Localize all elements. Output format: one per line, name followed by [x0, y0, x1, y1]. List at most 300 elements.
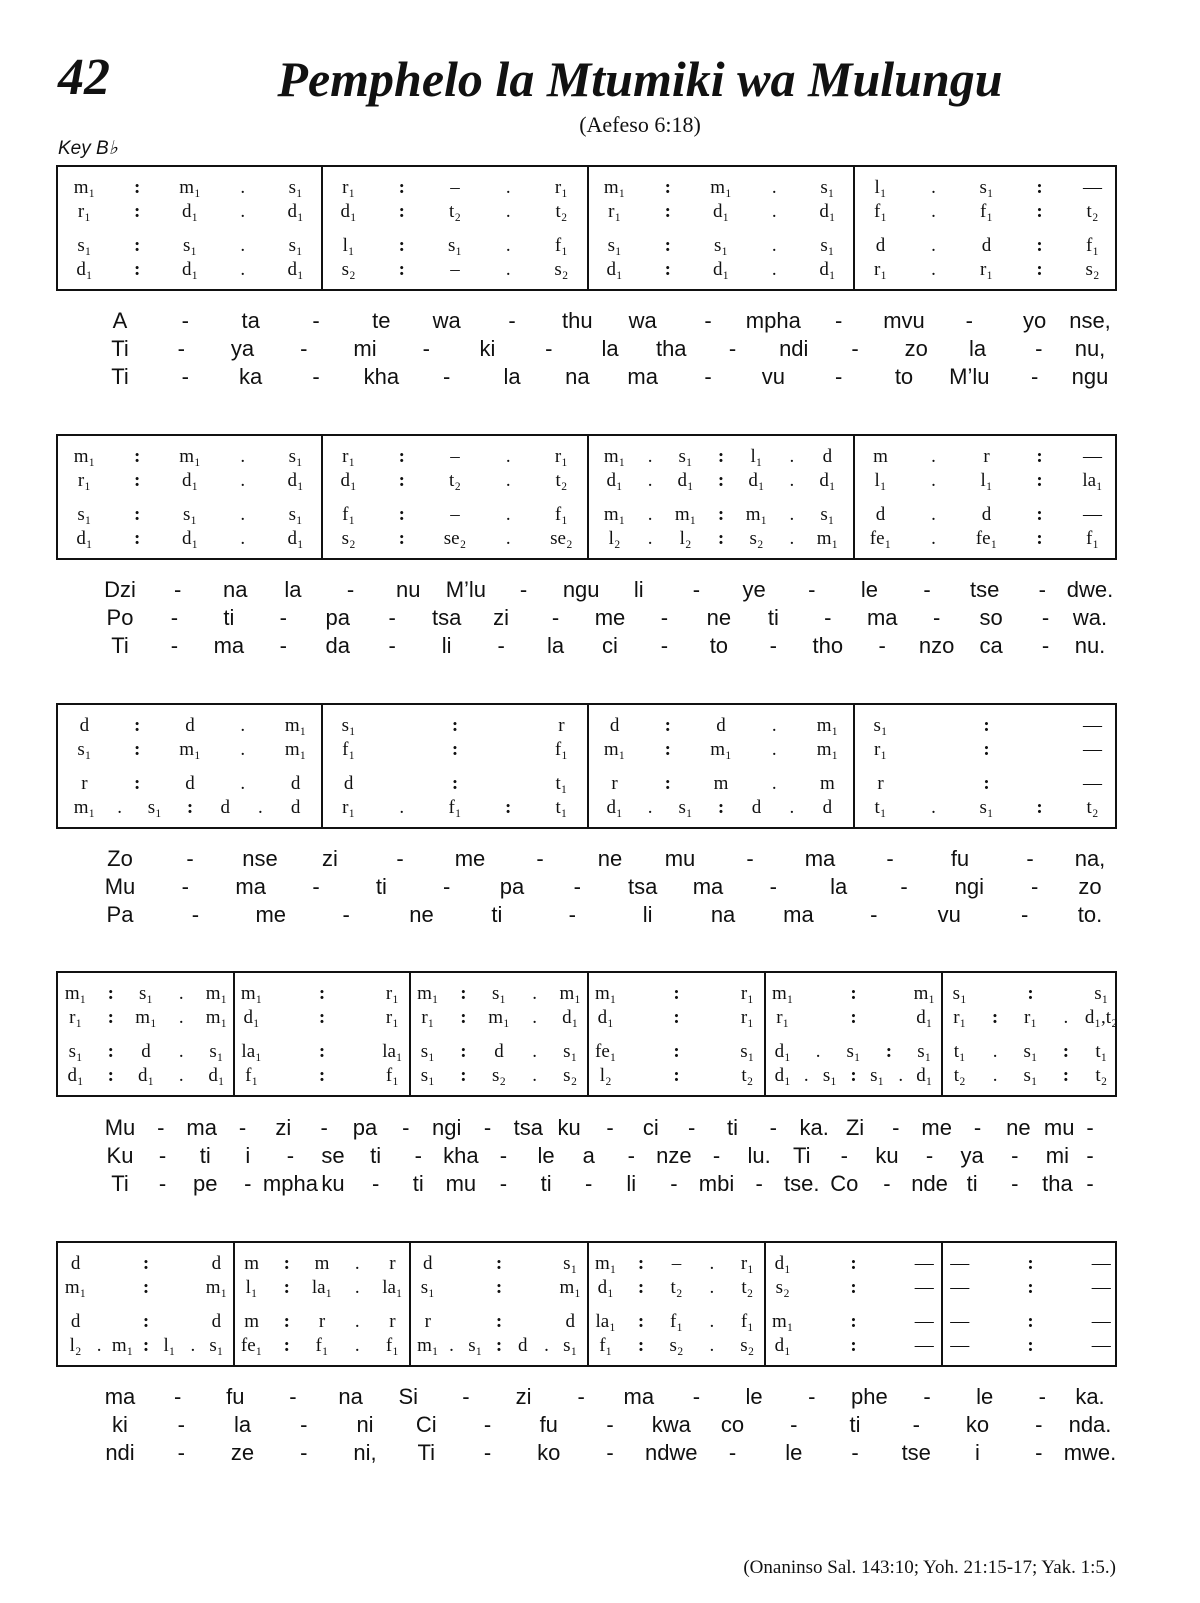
solfa-note: .	[931, 201, 936, 222]
solfa-note: s₁	[288, 235, 303, 256]
beat-colon: :	[495, 1311, 503, 1332]
solfa-note: m₁	[73, 797, 96, 818]
solfa-note: d₁	[137, 1065, 155, 1086]
beat-colon: :	[398, 528, 405, 549]
solfa-note: d₁	[606, 797, 623, 818]
solfa-note: .	[240, 470, 246, 491]
solfa-note: m₁	[240, 983, 263, 1004]
lyric-syllable: na	[223, 577, 248, 602]
lyric-syllable: tsa	[627, 874, 658, 899]
lyric-syllable: tsa	[513, 1115, 544, 1140]
hyphen: -	[900, 874, 908, 899]
voice-line	[58, 470, 1115, 492]
hyphen: -	[790, 1412, 798, 1437]
solfa-note: s₁	[491, 983, 507, 1004]
lyric-syllable: ma	[783, 902, 814, 927]
hyphen: -	[834, 308, 843, 333]
solfa-note: .	[898, 1065, 904, 1086]
solfa-note: m₁	[603, 739, 626, 760]
hyphen: -	[769, 874, 777, 899]
beat-colon: :	[107, 1041, 114, 1062]
solfa-note: .	[771, 177, 777, 198]
hyphen: -	[585, 1171, 593, 1196]
solfa-note: —	[1083, 773, 1102, 794]
solfa-note: .	[240, 259, 246, 280]
solfa-note: r₁	[980, 259, 993, 280]
solfa-note: m₁	[417, 983, 439, 1004]
lyric-syllable: li	[441, 633, 452, 658]
solfa-note: d₁	[562, 1007, 579, 1028]
hyphen: -	[181, 364, 189, 389]
lyric-verse-line	[60, 364, 1120, 392]
solfa-note: s₁	[820, 504, 835, 525]
hyphen: -	[606, 1412, 614, 1437]
solfa-note: d	[981, 235, 992, 256]
solfa-note: s₁	[77, 504, 92, 525]
solfa-note: r	[424, 1311, 431, 1332]
lyric-syllable: Mu	[104, 1115, 136, 1140]
lyric-syllable: nu,	[1074, 336, 1106, 361]
hymn-title: Pemphelo la Mtumiki wa Mulungu	[277, 51, 1003, 107]
lyric-syllable: Ti	[111, 633, 129, 658]
hyphen: -	[442, 364, 451, 389]
solfa-note: .	[178, 1041, 184, 1062]
beat-colon: :	[850, 1335, 857, 1356]
beat-colon: :	[637, 1335, 645, 1356]
hyphen: -	[300, 336, 308, 361]
solfa-note: r₁	[874, 739, 887, 760]
solfa-note: m	[713, 773, 729, 794]
solfa-note: .	[354, 1277, 360, 1298]
lyric-syllable: lu.	[747, 1143, 771, 1168]
solfa-note: .	[771, 259, 777, 280]
solfa-note: .	[354, 1311, 360, 1332]
solfa-note: —	[1091, 1311, 1111, 1332]
solfa-note: s₁	[678, 446, 693, 467]
hyphen: -	[769, 633, 777, 658]
beat-colon: :	[451, 739, 459, 760]
solfa-note: r₁	[385, 983, 399, 1004]
solfa-note: s₂	[341, 528, 356, 549]
solfa-note: s₁	[846, 1041, 861, 1062]
lyric-syllable: me	[921, 1115, 952, 1140]
solfa-note: d	[185, 715, 195, 736]
lyric-syllable: li	[626, 1171, 637, 1196]
voice-line	[58, 528, 1115, 550]
beat-colon: :	[850, 1277, 857, 1298]
solfa-note: f₁	[740, 1311, 754, 1332]
hyphen: -	[177, 1440, 185, 1465]
solfa-note: s₁	[563, 1335, 578, 1356]
solfa-note: r	[318, 1311, 326, 1332]
lyric-verse-line	[60, 874, 1120, 902]
solfa-note: .	[789, 446, 795, 467]
solfa-note: –	[450, 446, 460, 467]
solfa-note: m₁	[559, 1277, 581, 1298]
lyric-syllable: ma	[104, 1384, 136, 1409]
music-system	[56, 434, 1117, 560]
lyric-syllable: ma	[213, 633, 245, 658]
solfa-note: d₁	[606, 470, 623, 491]
solfa-note: m₁	[284, 739, 307, 760]
solfa-note: .	[240, 739, 246, 760]
solfa-note: d	[141, 1041, 151, 1062]
solfa-note: s₁	[820, 235, 835, 256]
solfa-note: s₁	[77, 739, 92, 760]
solfa-note: .	[544, 1335, 549, 1356]
hyphen: -	[627, 1143, 635, 1168]
solfa-note: r	[877, 773, 884, 794]
solfa-note: .	[771, 739, 777, 760]
lyric-syllable: Ku	[106, 1143, 134, 1168]
solfa-note: d	[211, 1253, 222, 1274]
solfa-note: fe₁	[869, 528, 892, 549]
lyric-syllable: mu	[664, 846, 696, 871]
hyphen: -	[342, 902, 350, 927]
beat-colon: :	[142, 1335, 150, 1356]
solfa-note: t₂	[1086, 201, 1099, 222]
hyphen: -	[965, 308, 973, 333]
hyphen: -	[300, 1412, 308, 1437]
solfa-note: t₂	[555, 201, 568, 222]
lyric-syllable: a	[582, 1143, 595, 1168]
solfa-note: .	[399, 797, 405, 818]
solfa-note: m₁	[816, 739, 839, 760]
solfa-note: d₁	[819, 259, 836, 280]
hyphen: -	[497, 633, 505, 658]
hyphen: -	[170, 633, 179, 658]
solfa-note: .	[931, 470, 936, 491]
solfa-note: —	[914, 1277, 934, 1298]
solfa-note: s₁	[952, 983, 967, 1004]
lyric-syllable: na	[710, 902, 736, 927]
hyphen: -	[551, 605, 560, 630]
beat-colon: :	[850, 983, 857, 1004]
hyphen: -	[177, 1412, 185, 1437]
lyric-syllable: Si	[398, 1384, 419, 1409]
solfa-note: d₁	[287, 201, 304, 222]
lyric-verse-line	[60, 1143, 1120, 1171]
solfa-note: d₁	[340, 470, 357, 491]
music-system	[56, 1241, 1117, 1367]
solfa-note: d₁	[67, 1065, 84, 1086]
lyric-syllable: Ti	[111, 364, 129, 389]
solfa-note: m₁	[674, 504, 697, 525]
voice-line	[58, 1065, 1115, 1087]
lyric-syllable: ma	[866, 605, 898, 630]
solfa-note: .	[709, 1335, 715, 1356]
solfa-note: .	[647, 446, 653, 467]
voice-line	[58, 1007, 1118, 1029]
beat-colon: :	[983, 715, 990, 736]
lyric-syllable: ye	[742, 577, 766, 602]
hyphen: -	[1038, 577, 1047, 602]
hyphen: -	[840, 1143, 849, 1168]
hyphen: -	[886, 846, 894, 871]
solfa-note: m₁	[816, 715, 839, 736]
hyphen: -	[312, 308, 320, 333]
solfa-note: s₁	[822, 1065, 837, 1086]
beat-colon: :	[134, 739, 141, 760]
solfa-note: f₁	[980, 201, 993, 222]
lyric-syllable: ne	[409, 902, 434, 927]
lyric-syllable: na	[338, 1384, 363, 1409]
hyphen: -	[692, 577, 701, 602]
solfa-note: d₁	[712, 201, 730, 222]
beat-colon: :	[318, 983, 326, 1004]
lyric-verse-line	[60, 1384, 1120, 1412]
hyphen: -	[158, 1143, 167, 1168]
hyphen: -	[577, 1384, 585, 1409]
lyric-syllable: me	[454, 846, 486, 871]
solfa-note: –	[671, 1253, 682, 1274]
solfa-note: d	[981, 504, 992, 525]
hyphen: -	[499, 1143, 508, 1168]
lyric-syllable: nze	[656, 1143, 692, 1168]
solfa-note: .	[178, 983, 184, 1004]
solfa-note: m₁	[73, 446, 96, 467]
hyphen: -	[670, 1171, 678, 1196]
solfa-note: d	[70, 1253, 81, 1274]
solfa-note: d₁	[287, 259, 304, 280]
solfa-note: m₁	[710, 739, 732, 760]
voice-line	[58, 773, 1115, 795]
lyric-syllable: vu	[761, 364, 785, 389]
solfa-note: m₁	[205, 1007, 228, 1028]
hyphen: -	[396, 846, 404, 871]
lyric-syllable: tse	[901, 1440, 931, 1465]
solfa-note: t₂	[449, 201, 461, 222]
lyric-syllable: ti	[223, 605, 235, 630]
solfa-note: l₂	[599, 1065, 612, 1086]
beat-colon: :	[460, 983, 467, 1004]
beat-colon: :	[664, 259, 671, 280]
hyphen: -	[573, 874, 581, 899]
hyphen: -	[1011, 1143, 1019, 1168]
solfa-note: d	[290, 773, 301, 794]
solfa-note: .	[532, 983, 537, 1004]
voice-line	[58, 1277, 1115, 1299]
hyphen: -	[746, 846, 754, 871]
lyric-syllable: nu.	[1074, 633, 1106, 658]
solfa-note: —	[950, 1335, 970, 1356]
hyphen: -	[244, 1171, 252, 1196]
solfa-note: r₁	[342, 177, 356, 198]
lyric-syllable: le	[785, 1440, 803, 1465]
lyric-syllable: ni	[356, 1412, 374, 1437]
voice-line	[58, 201, 1115, 223]
hyphen: -	[808, 1384, 816, 1409]
solfa-note: s₁	[138, 983, 154, 1004]
solfa-note: .	[992, 1041, 998, 1062]
solfa-note: .	[647, 504, 653, 525]
solfa-note: t₂	[1086, 797, 1099, 818]
lyric-syllable: Mu	[104, 874, 136, 899]
solfa-note: s₂	[775, 1277, 790, 1298]
beat-colon: :	[460, 1065, 467, 1086]
lyric-syllable: to	[894, 364, 914, 389]
hyphen: -	[878, 633, 886, 658]
lyric-syllable: kha	[443, 1143, 479, 1168]
hyphen: -	[289, 1384, 297, 1409]
lyric-syllable: le	[537, 1143, 555, 1168]
solfa-note: d₁	[597, 1277, 614, 1298]
solfa-note: .	[647, 528, 653, 549]
lyric-syllable: ti	[370, 1143, 382, 1168]
lyric-syllable: mi	[353, 336, 377, 361]
beat-colon: :	[850, 1253, 857, 1274]
voice-line	[58, 797, 1115, 819]
hyphen: -	[851, 1440, 859, 1465]
solfa-note: f₁	[599, 1335, 613, 1356]
solfa-note: d₁	[208, 1065, 225, 1086]
beat-colon: :	[398, 201, 405, 222]
solfa-note: s₁	[288, 177, 303, 198]
hyphen: -	[1041, 605, 1050, 630]
solfa-note: s₂	[491, 1065, 507, 1086]
beat-colon: :	[983, 739, 990, 760]
solfa-note: r₁	[554, 177, 568, 198]
solfa-note: s₂	[341, 259, 356, 280]
hyphen: -	[660, 605, 669, 630]
hyphen: -	[923, 577, 931, 602]
solfa-note: .	[931, 259, 936, 280]
solfa-note: d₁	[774, 1335, 791, 1356]
lyric-syllable: phe	[851, 1384, 888, 1409]
beat-colon: :	[318, 1041, 326, 1062]
solfa-note: m₁	[771, 1311, 794, 1332]
lyric-verse-line	[60, 633, 1120, 661]
beat-colon: :	[1036, 235, 1043, 256]
hyphen: -	[286, 1143, 295, 1168]
solfa-note: .	[354, 1253, 360, 1274]
solfa-note: .	[505, 446, 511, 467]
solfa-note: .	[789, 470, 795, 491]
solfa-note: —	[1083, 177, 1102, 198]
solfa-note: d	[290, 797, 301, 818]
lyric-syllable: nzo	[918, 633, 955, 658]
solfa-note: s₁	[1023, 1065, 1038, 1086]
beat-colon: :	[1062, 1065, 1070, 1086]
solfa-note: m	[244, 1253, 259, 1274]
lyric-syllable: te	[372, 308, 391, 333]
beat-colon: :	[283, 1311, 290, 1332]
solfa-note: t₂	[670, 1277, 683, 1298]
solfa-note: r	[611, 773, 618, 794]
solfa-note: .	[240, 528, 246, 549]
hyphen: -	[923, 1384, 931, 1409]
beat-colon: :	[283, 1277, 290, 1298]
solfa-note: .	[96, 1335, 102, 1356]
lyric-syllable: Ti	[792, 1143, 811, 1168]
hyphen: -	[186, 846, 194, 871]
lyric-verse-line	[60, 846, 1120, 874]
lyric-syllable: ngi	[431, 1115, 462, 1140]
lyric-syllable: Ti	[417, 1440, 436, 1465]
hyphen: -	[932, 605, 941, 630]
solfa-note: t₂	[1095, 1065, 1108, 1086]
lyric-syllable: la	[830, 874, 848, 899]
lyric-syllable: me	[255, 902, 287, 927]
hyphen: -	[346, 577, 355, 602]
lyric-syllable: pe	[192, 1171, 218, 1196]
solfa-note: m₁	[913, 983, 935, 1004]
solfa-note: la₁	[382, 1277, 403, 1298]
lyric-syllable: Zo	[107, 846, 133, 871]
solfa-note: l₁	[245, 1277, 258, 1298]
hyphen: -	[808, 577, 816, 602]
solfa-note: r₁	[385, 1007, 399, 1028]
solfa-note: m₁	[179, 446, 201, 467]
solfa-note: se₂	[550, 528, 573, 549]
solfa-note: .	[532, 1007, 537, 1028]
solfa-note: .	[505, 504, 511, 525]
lyric-verse-line	[60, 1115, 1120, 1143]
lyric-syllable: tho	[812, 633, 844, 658]
solfa-note: l₁	[750, 446, 763, 467]
solfa-note: r	[558, 715, 565, 736]
solfa-note: —	[914, 1335, 934, 1356]
solfa-note: –	[450, 259, 460, 280]
solfa-note: —	[914, 1253, 934, 1274]
lyric-syllable: nse	[242, 846, 278, 871]
solfa-note: m₁	[816, 528, 839, 549]
hyphen: -	[1011, 1171, 1019, 1196]
hyphen: -	[545, 336, 553, 361]
beat-colon: :	[1027, 1277, 1034, 1298]
beat-colon: :	[460, 1007, 467, 1028]
solfa-note: d₁	[712, 259, 730, 280]
beat-colon: :	[107, 1065, 114, 1086]
solfa-note: —	[1083, 715, 1102, 736]
solfa-note: .	[178, 1065, 184, 1086]
solfa-note: m₁	[771, 983, 794, 1004]
solfa-note: d₁	[597, 1007, 614, 1028]
lyric-syllable: mbi	[698, 1171, 735, 1196]
hyphen: -	[177, 336, 185, 361]
solfa-note: —	[1083, 446, 1102, 467]
solfa-note: s₁	[288, 446, 303, 467]
solfa-note: .	[931, 797, 936, 818]
hyphen: -	[834, 364, 843, 389]
solfa-note: .	[771, 715, 777, 736]
solfa-note: r₁	[1024, 1007, 1037, 1028]
solfa-note: .	[771, 201, 777, 222]
beat-colon: :	[1036, 177, 1043, 198]
beat-colon: :	[398, 446, 405, 467]
solfa-note: r₁	[776, 1007, 790, 1028]
beat-colon: :	[134, 201, 141, 222]
solfa-note: s₂	[554, 259, 569, 280]
beat-colon: :	[134, 446, 141, 467]
solfa-note: la₁	[595, 1311, 616, 1332]
beat-colon: :	[1036, 446, 1043, 467]
hyphen: -	[712, 1143, 721, 1168]
solfa-note: m₁	[111, 1335, 134, 1356]
solfa-note: r	[81, 773, 88, 794]
solfa-note: .	[647, 797, 653, 818]
solfa-note: r	[389, 1253, 396, 1274]
hyphen: -	[158, 1171, 167, 1196]
lyric-syllable: fu	[950, 846, 970, 871]
solfa-note: –	[450, 504, 460, 525]
hyphen: -	[1086, 1171, 1094, 1196]
lyric-syllable: ti	[540, 1171, 552, 1196]
solfa-note: m₁	[64, 1277, 87, 1298]
solfa-note: d	[822, 446, 833, 467]
solfa-note: .	[178, 1007, 184, 1028]
solfa-note: r	[983, 446, 990, 467]
